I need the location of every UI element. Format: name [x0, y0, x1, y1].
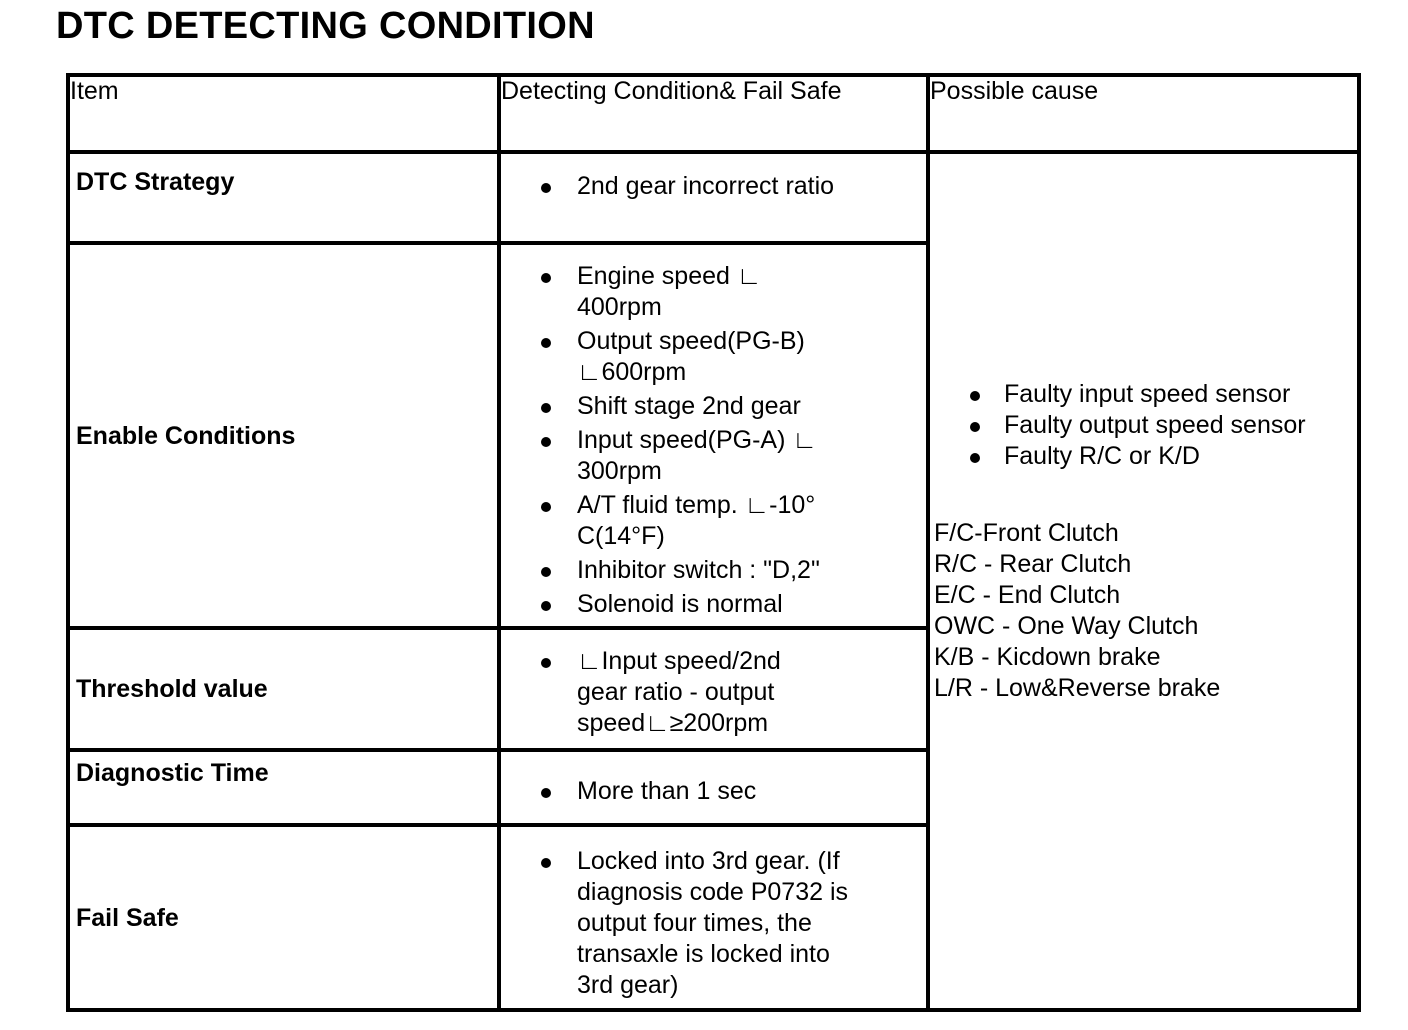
row-label: DTC Strategy — [76, 168, 235, 196]
row-label: Diagnostic Time — [76, 759, 269, 787]
condition-list — [501, 752, 926, 807]
list-item — [501, 391, 840, 422]
bullet-icon — [970, 391, 980, 401]
condition-list — [501, 827, 926, 1001]
row-label-cell — [68, 750, 499, 825]
possible-cause-cell — [928, 152, 1359, 1010]
list-item — [501, 555, 840, 586]
bullet-icon — [970, 422, 980, 432]
row-label-cell — [68, 243, 499, 628]
list-item-text: Solenoid is normal — [577, 590, 783, 618]
row-label-cell — [68, 152, 499, 243]
list-item-text: Inhibitor switch : "D,2" — [577, 556, 820, 584]
possible-cause-list — [930, 379, 1357, 472]
bullet-icon — [541, 601, 551, 611]
list-item-text: ∟Input speed/2nd gear ratio - output speed∟≥200rpm — [577, 647, 781, 737]
bullet-icon — [970, 453, 980, 463]
row-label: Enable Conditions — [76, 421, 296, 450]
condition-cell — [499, 628, 928, 750]
bullet-icon — [541, 273, 551, 283]
condition-cell — [499, 243, 928, 628]
row-label: Fail Safe — [76, 903, 179, 932]
abbreviation-item: K/B - Kicdown brake — [934, 642, 1161, 671]
row-label: Threshold value — [76, 675, 268, 703]
list-item — [930, 441, 1317, 472]
list-item — [501, 589, 840, 620]
bullet-icon — [541, 403, 551, 413]
list-item-text: Output speed(PG-B) ∟600rpm — [577, 327, 805, 386]
list-item — [501, 846, 856, 1001]
bullet-icon — [541, 858, 551, 868]
list-item — [501, 261, 840, 323]
bullet-icon — [541, 788, 551, 798]
condition-list — [501, 245, 926, 620]
bullet-icon — [541, 658, 551, 668]
list-item-text: Locked into 3rd gear. (If diagnosis code P0732 is output four times, the transaxle is locked into 3rd gear) — [577, 847, 849, 999]
possible-cause-content — [930, 379, 1357, 704]
row-dtc-strategy — [68, 152, 1359, 243]
list-item — [501, 776, 886, 807]
list-item-text: More than 1 sec — [577, 777, 757, 805]
list-item — [501, 171, 886, 202]
list-item-text: Engine speed ∟ 400rpm — [577, 262, 762, 321]
abbreviation-item: E/C - End Clutch — [934, 580, 1121, 609]
list-item-text: Faulty R/C or K/D — [1004, 441, 1200, 470]
abbreviation-legend — [930, 518, 1357, 704]
header-item: Item — [68, 75, 499, 152]
bullet-icon — [541, 437, 551, 447]
condition-cell — [499, 825, 928, 1010]
table-header-row — [68, 75, 1359, 152]
abbreviation-item: L/R - Low&Reverse brake — [934, 673, 1221, 702]
page-title: DTC DETECTING CONDITION — [56, 5, 595, 47]
list-item — [930, 379, 1317, 410]
abbreviation-item: R/C - Rear Clutch — [934, 549, 1132, 578]
condition-list — [501, 630, 926, 739]
list-item — [501, 425, 840, 487]
dtc-condition-table — [66, 73, 1361, 1012]
list-item-text: 2nd gear incorrect ratio — [577, 172, 835, 200]
header-detecting-condition: Detecting Condition& Fail Safe — [499, 75, 928, 152]
condition-cell — [499, 152, 928, 243]
condition-list — [501, 154, 926, 202]
list-item — [930, 410, 1317, 441]
list-item — [501, 646, 816, 739]
list-item-text: Faulty input speed sensor — [1004, 379, 1291, 408]
list-item — [501, 490, 840, 552]
list-item-text: Shift stage 2nd gear — [577, 392, 801, 420]
bullet-icon — [541, 183, 551, 193]
abbreviation-item: F/C-Front Clutch — [934, 518, 1119, 547]
list-item-text: A/T fluid temp. ∟-10° C(14°F) — [577, 491, 816, 550]
bullet-icon — [541, 567, 551, 577]
list-item-text: Input speed(PG-A) ∟ 300rpm — [577, 426, 817, 485]
list-item-text: Faulty output speed sensor — [1004, 410, 1306, 439]
row-label-cell — [68, 628, 499, 750]
row-label-cell — [68, 825, 499, 1010]
condition-cell — [499, 750, 928, 825]
abbreviation-item: OWC - One Way Clutch — [934, 611, 1199, 640]
bullet-icon — [541, 502, 551, 512]
bullet-icon — [541, 338, 551, 348]
header-possible-cause: Possible cause — [928, 75, 1359, 152]
list-item — [501, 326, 840, 388]
